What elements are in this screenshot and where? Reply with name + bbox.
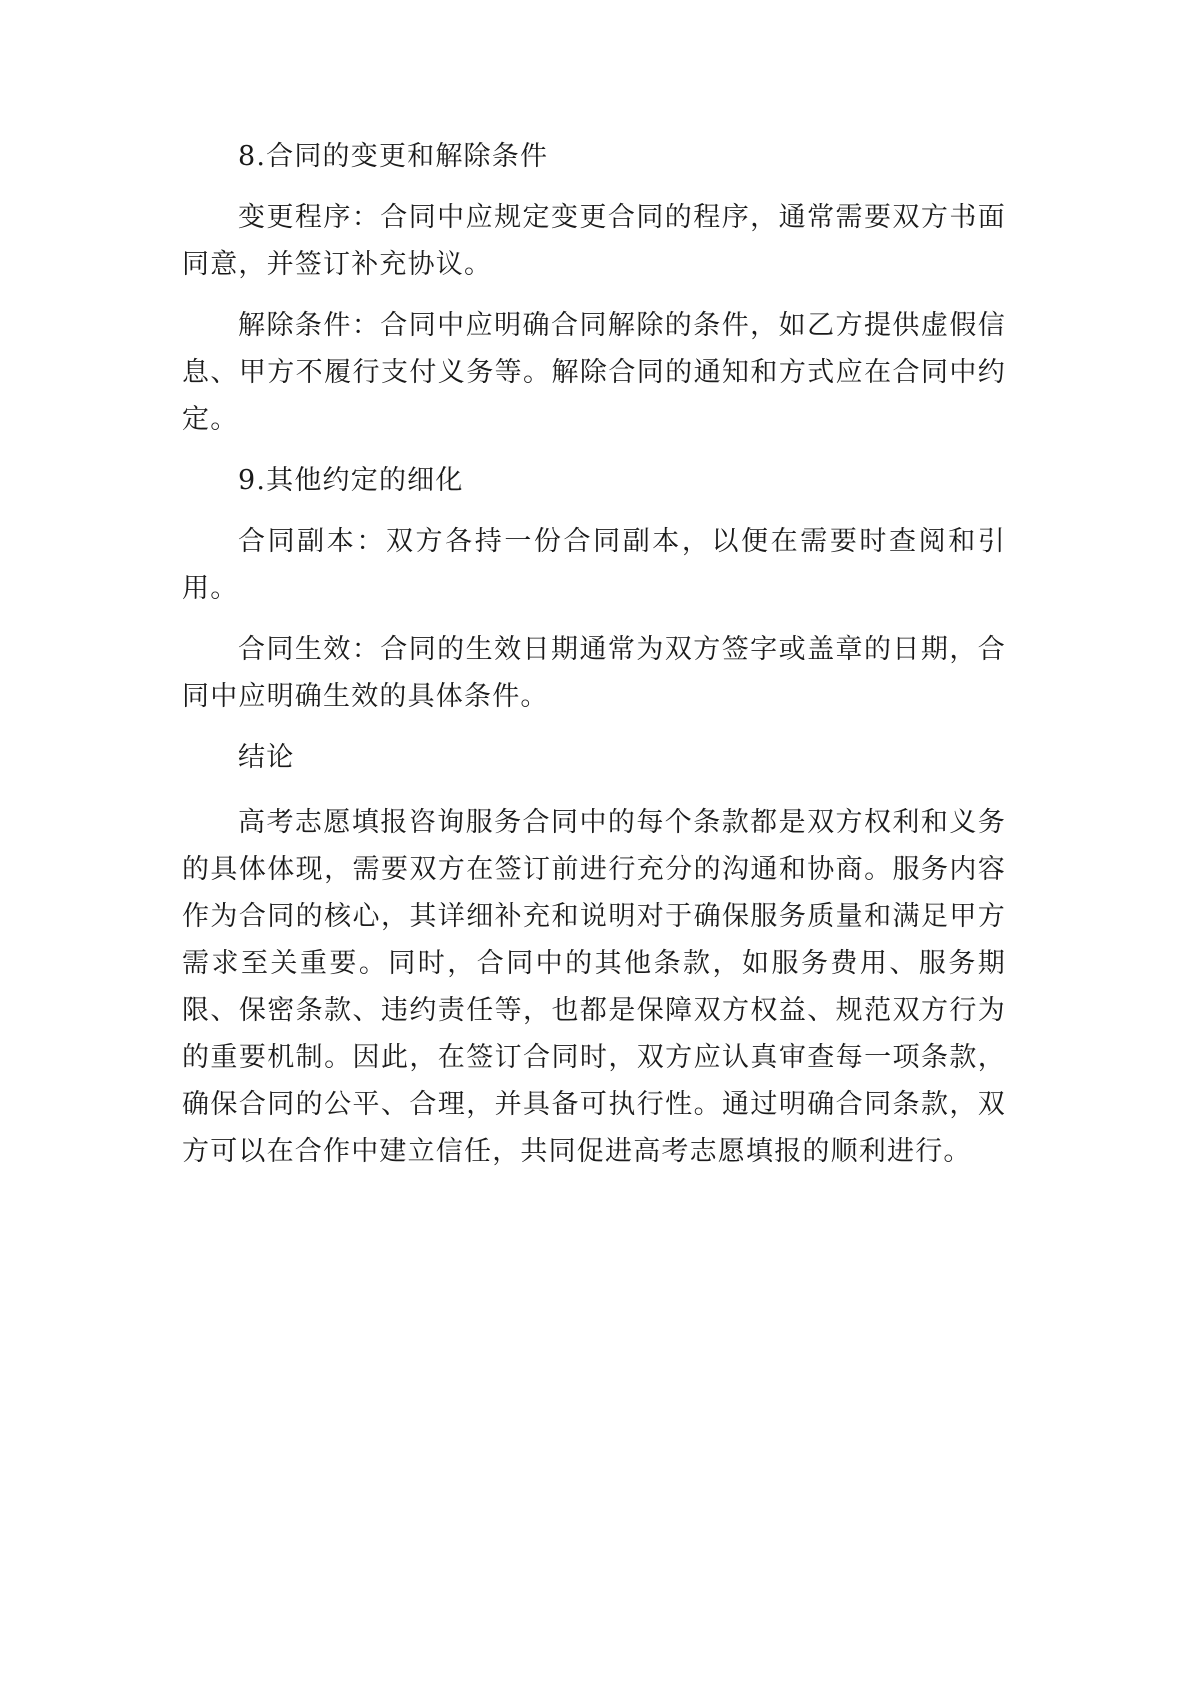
section-9-paragraph-effectiveness: 合同生效：合同的生效日期通常为双方签字或盖章的日期，合同中应明确生效的具体条件。 <box>182 634 1006 712</box>
section-8-heading: 8.合同的变更和解除条件 <box>238 141 549 172</box>
section-9-paragraph-copies: 合同副本：双方各持一份合同副本，以便在需要时查阅和引用。 <box>182 526 1006 604</box>
section-8-paragraph-termination-conditions: 解除条件：合同中应明确合同解除的条件，如乙方提供虚假信息、甲方不履行支付义务等。解除合同的通知和方式应在合同中约定。 <box>182 310 1006 435</box>
document-page <box>182 133 1006 1189</box>
conclusion-heading: 结论 <box>238 742 295 773</box>
section-8-paragraph-change-procedure: 变更程序：合同中应规定变更合同的程序，通常需要双方书面同意，并签订补充协议。 <box>182 202 1006 280</box>
conclusion-paragraph: 高考志愿填报咨询服务合同中的每个条款都是双方权利和义务的具体体现，需要双方在签订前进行充分的沟通和协商。服务内容作为合同的核心，其详细补充和说明对于确保服务质量和满足甲方需求至关重要。同时，合同中的其他条款，如服务费用、服务期限、保密条款、违约责任等，也都是保障双方权益、规范双方行为的重要机制。因此，在签订合同时，双方应认真审查每一项条款，确保合同的公平、合理，并具备可执行性。通过明确合同条款，双方可以在合作中建立信任，共同促进高考志愿填报的顺利进行。 <box>182 807 1006 1167</box>
section-9-heading: 9.其他约定的细化 <box>238 465 464 496</box>
